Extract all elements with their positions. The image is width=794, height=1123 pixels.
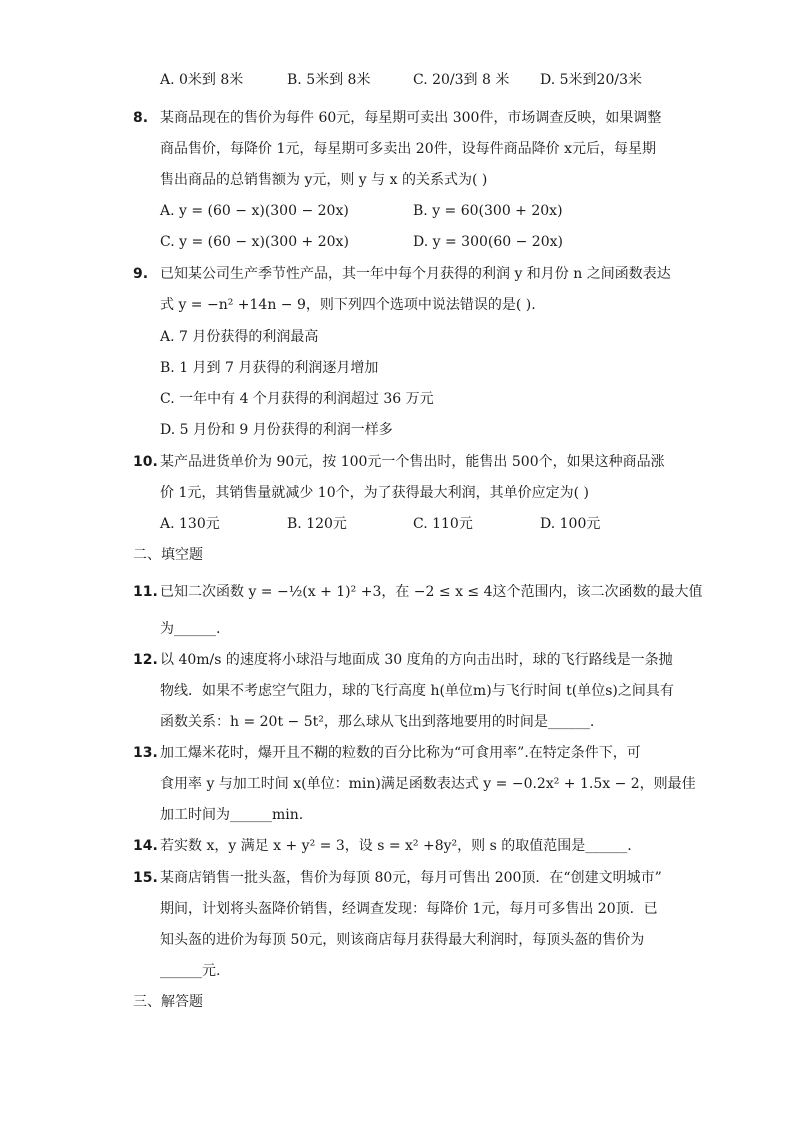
q8-line-2: 商品售价，每降价 1元，每星期可多卖出 20件，设每件商品降价 x元后，每星期 xyxy=(160,141,656,157)
q9-line-1: 已知某公司生产季节性产品，其一年中每个月获得的利润 y 和月份 n 之间函数表达 xyxy=(160,266,671,282)
q8-line-3: 售出商品的总销售额为 y元，则 y 与 x 的关系式为( ) xyxy=(160,172,488,188)
q15-line-3: 知头盔的进价为每顶 50元，则该商店每月获得最大利润时，每顶头盔的售价为 xyxy=(160,932,645,948)
q9-option-a: A. 7 月份获得的利润最高 xyxy=(160,329,319,345)
q13-line-3: 加工时间为______min. xyxy=(160,807,304,823)
q9-line-2: 式 y = −n² +14n − 9，则下列四个选项中说法错误的是( ). xyxy=(160,297,536,313)
q12-line-1: 以 40m/s 的速度将小球沿与地面成 30 度角的方向击出时，球的飞行路线是一条抛 xyxy=(160,652,673,668)
section-heading-fill-in: 二、填空题 xyxy=(133,547,203,563)
q10-number: 10. xyxy=(133,454,158,470)
q10-option-a: A. 130元 xyxy=(160,516,220,532)
q10-option-b: B. 120元 xyxy=(287,516,347,532)
q9-option-d: D. 5 月份和 9 月份获得的利润一样多 xyxy=(160,422,393,438)
q14-line-1: 若实数 x，y 满足 x + y² = 3，设 s = x² +8y²，则 s 的取值范围是______. xyxy=(160,838,632,854)
q10-option-c: C. 110元 xyxy=(413,516,473,532)
q8-option-a: A. y = (60 − x)(300 − 20x) xyxy=(160,203,349,219)
q8-option-d: D. y = 300(60 − 20x) xyxy=(413,234,563,250)
q9-number: 9. xyxy=(133,266,149,282)
q8-option-b: B. y = 60(300 + 20x) xyxy=(413,203,563,219)
q8-option-c: C. y = (60 − x)(300 + 20x) xyxy=(160,234,349,250)
q8-number: 8. xyxy=(133,110,149,126)
q15-line-2: 期间，计划将头盔降价销售，经调查发现：每降价 1元，每月可多售出 20顶．已 xyxy=(160,901,658,917)
q11-line-2: 为______. xyxy=(160,621,221,637)
q15-line-4: ______元. xyxy=(160,963,221,979)
q7-option-d: D. 5米到20/3米 xyxy=(540,72,642,88)
q13-line-1: 加工爆米花时，爆开且不糊的粒数的百分比称为“可食用率”.在特定条件下，可 xyxy=(160,745,641,761)
q13-number: 13. xyxy=(133,745,158,761)
q14-number: 14. xyxy=(133,838,158,854)
q7-option-a: A. 0米到 8米 xyxy=(160,72,244,88)
q10-line-1: 某产品进货单价为 90元，按 100元一个售出时，能售出 500个，如果这种商品涨 xyxy=(160,454,665,470)
q9-option-c: C. 一年中有 4 个月获得的利润超过 36 万元 xyxy=(160,391,434,407)
q7-option-b: B. 5米到 8米 xyxy=(287,72,371,88)
q9-option-b: B. 1 月到 7 月获得的利润逐月增加 xyxy=(160,360,379,376)
q8-line-1: 某商品现在的售价为每件 60元，每星期可卖出 300件，市场调查反映，如果调整 xyxy=(160,110,662,126)
q11-number: 11. xyxy=(133,584,158,600)
q12-line-3: 函数关系：h = 20t − 5t²，那么球从飞出到落地要用的时间是______. xyxy=(160,714,595,730)
q12-number: 12. xyxy=(133,652,158,668)
q13-line-2: 食用率 y 与加工时间 x(单位：min)满足函数表达式 y = −0.2x² + 1.5x − 2，则最佳 xyxy=(160,776,696,792)
q10-option-d: D. 100元 xyxy=(540,516,601,532)
q15-number: 15. xyxy=(133,870,158,886)
q15-line-1: 某商店销售一批头盔，售价为每顶 80元，每月可售出 200顶．在“创建文明城市” xyxy=(160,870,662,886)
q12-line-2: 物线．如果不考虑空气阻力，球的飞行高度 h(单位m)与飞行时间 t(单位s)之间具有 xyxy=(160,683,674,699)
section-heading-solutions: 三、解答题 xyxy=(133,994,203,1010)
q11-line-1: 已知二次函数 y = −½(x + 1)² +3，在 −2 ≤ x ≤ 4这个范围内，该二次函数的最大值 xyxy=(160,584,703,600)
q7-option-c: C. 20/3到 8 米 xyxy=(413,72,510,88)
q10-line-2: 价 1元，其销售量就减少 10个，为了获得最大利润，其单价应定为( ) xyxy=(160,485,589,501)
